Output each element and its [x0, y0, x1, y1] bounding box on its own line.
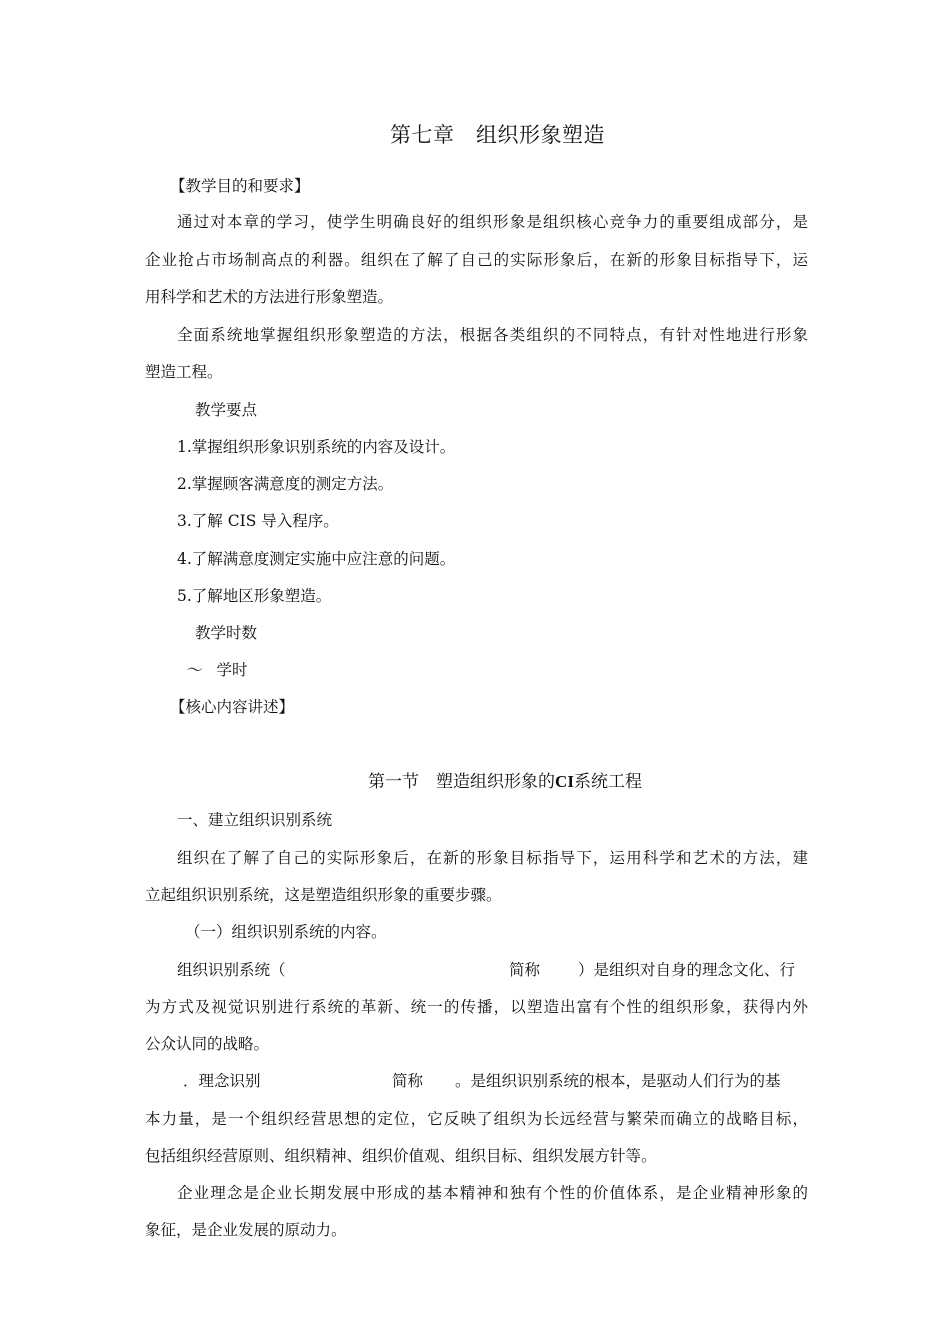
section-p4-line2: 象征，是企业发展的原动力。 — [145, 1221, 347, 1239]
section-title-prefix: 第一节 塑造组织形象的 — [368, 772, 556, 792]
section-p2-line2: 为方式及视觉识别进行系统的革新、统一的传播，以塑造出富有个性的组织形象，获得内外 — [145, 998, 808, 1016]
key-point-item: 4.了解满意度测定实施中应注意的问题。 — [177, 550, 456, 568]
subheading-2: （一）组织识别系统的内容。 — [185, 923, 387, 941]
section-title-ci: CI — [555, 772, 574, 791]
goals-p2-line2: 塑造工程。 — [145, 363, 223, 381]
section-p1-line2: 立起组织识别系统，这是塑造组织形象的重要步骤。 — [145, 886, 502, 904]
goals-p1-line1: 通过对本章的学习，使学生明确良好的组织形象是组织核心竞争力的重要组成部分，是 — [177, 213, 808, 231]
section-p3-line1b: 简称 — [392, 1072, 424, 1090]
subheading-1: 一、建立组织识别系统 — [177, 811, 333, 829]
section-p4-line1: 企业理念是企业长期发展中形成的基本精神和独有个性的价值体系，是企业精神形象的 — [177, 1184, 808, 1202]
section-title — [0, 770, 950, 794]
key-points-heading: 教学要点 — [195, 401, 258, 419]
goals-p2-line1: 全面系统地掌握组织形象塑造的方法，根据各类组织的不同特点，有针对性地进行形象 — [177, 326, 808, 344]
section-p2-line1c: ）是组织对自身的理念文化、行 — [578, 961, 796, 979]
hours-value — [187, 660, 248, 680]
goals-p1-line2: 企业抢占市场制高点的利器。组织在了解了自己的实际形象后，在新的形象目标指导下，运 — [145, 251, 808, 269]
goals-p1-line3: 用科学和艺术的方法进行形象塑造。 — [145, 288, 394, 306]
section-p2-line1b: 简称 — [509, 961, 541, 979]
section-p2-line3: 公众认同的战略。 — [145, 1035, 270, 1053]
section-p2-line1a: 组织识别系统（ — [177, 961, 286, 979]
hours-heading: 教学时数 — [195, 624, 258, 642]
chapter-title: 第七章 组织形象塑造 — [390, 123, 605, 147]
hours-suffix: 学时 — [216, 661, 248, 679]
key-point-item: 5.了解地区形象塑造。 — [177, 587, 332, 605]
section-p1-line1: 组织在了解了自己的实际形象后，在新的形象目标指导下，运用科学和艺术的方法，建 — [177, 849, 808, 867]
core-content-heading: 【核心内容讲述】 — [170, 698, 295, 716]
section-p3-line1a: ．理念识别 — [183, 1072, 261, 1090]
hours-prefix: ～ — [187, 661, 203, 679]
key-point-item: 1.掌握组织形象识别系统的内容及设计。 — [177, 438, 456, 456]
teaching-goals-heading: 【教学目的和要求】 — [170, 177, 310, 195]
key-point-item: 2.掌握顾客满意度的测定方法。 — [177, 475, 394, 493]
section-title-suffix: 系统工程 — [573, 772, 642, 792]
section-p3-line3: 包括组织经营原则、组织精神、组织价值观、组织目标、组织发展方针等。 — [145, 1147, 657, 1165]
key-point-item: 3.了解 CIS 导入程序。 — [177, 512, 339, 530]
section-p3-line1c: 。是组织识别系统的根本，是驱动人们行为的基 — [455, 1072, 781, 1090]
section-p3-line2: 本力量，是一个组织经营思想的定位，它反映了组织为长远经营与繁荣而确立的战略目标， — [145, 1110, 808, 1128]
